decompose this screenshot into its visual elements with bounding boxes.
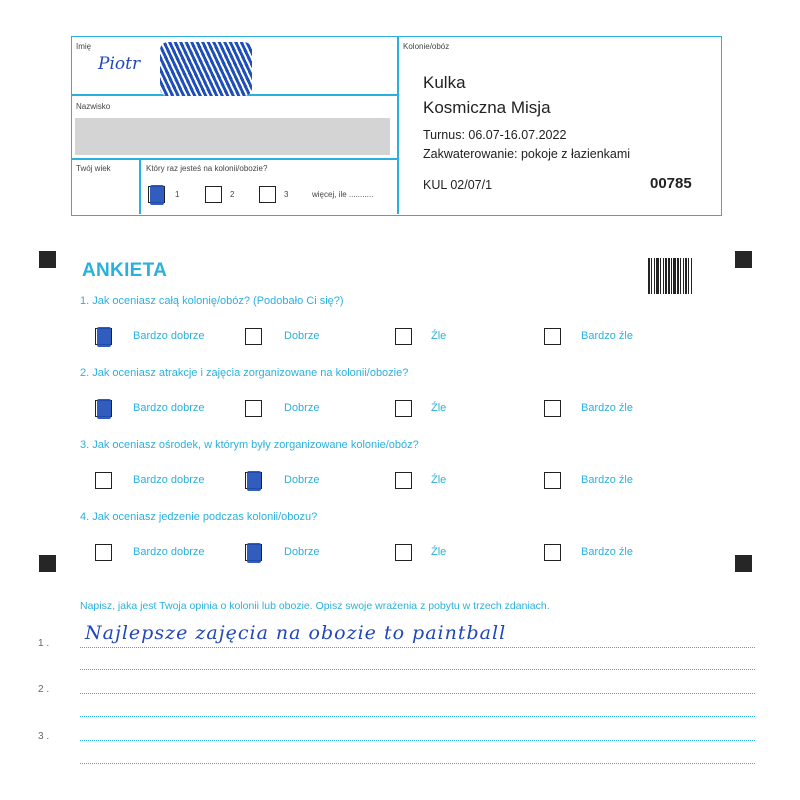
question-3-option-4-checkbox[interactable] [544, 472, 561, 489]
barcode-bar [673, 258, 676, 294]
question-1-option-1-label: Bardzo dobrze [133, 330, 205, 342]
question-2-option-4-label: Bardzo źle [581, 402, 633, 414]
question-2-option-1-label: Bardzo dobrze [133, 402, 205, 414]
opinion-instruction: Napisz, jaka jest Twoja opinia o kolonii lub obozie. Opisz swoje wrażenia z pobytu w trzech zdaniach. [80, 600, 550, 612]
barcode-bar [663, 258, 664, 294]
question-2-text: 2. Jak oceniasz atrakcje i zajęcia zorganizowane na kolonii/obozie? [80, 367, 409, 379]
surname-scribble [160, 42, 252, 96]
question-4-option-4-checkbox[interactable] [544, 544, 561, 561]
header-divider-2 [72, 158, 398, 160]
question-4-option-3-checkbox[interactable] [395, 544, 412, 561]
question-2-option-2-label: Dobrze [284, 402, 320, 414]
question-2-option-3-label: Źle [431, 402, 447, 414]
barcode-bar [688, 258, 689, 294]
question-3-option-4-label: Bardzo źle [581, 474, 633, 486]
times-option-2: 2 [230, 190, 235, 199]
question-1-option-1-checkbox[interactable] [95, 328, 112, 345]
times-checkbox-3[interactable] [259, 186, 276, 203]
answer-line-3b[interactable] [80, 763, 755, 764]
answer-line-3a[interactable] [80, 740, 755, 741]
barcode-bar [651, 258, 652, 294]
barcode-bar [668, 258, 670, 294]
times-label: Który raz jesteś na kolonii/obozie? [146, 164, 268, 173]
question-2-option-3-checkbox[interactable] [395, 400, 412, 417]
first-name-handwritten: Piotr [98, 54, 141, 74]
header-divider-age [139, 158, 141, 214]
turnus: Turnus: 06.07-16.07.2022 [423, 128, 567, 142]
barcode-bar [680, 258, 681, 294]
question-1-text: 1. Jak oceniasz całą kolonię/obóz? (Podobało Ci się?) [80, 295, 344, 307]
survey-title: ANKIETA [82, 260, 168, 281]
question-3-option-3-label: Źle [431, 474, 447, 486]
line-number-3: 3 . [38, 731, 50, 742]
registration-marker-br [735, 555, 752, 572]
question-3-option-2-label: Dobrze [284, 474, 320, 486]
question-4-option-1-label: Bardzo dobrze [133, 546, 205, 558]
question-3-option-1-label: Bardzo dobrze [133, 474, 205, 486]
barcode-bar [691, 258, 692, 294]
question-3-option-2-checkbox[interactable] [245, 472, 262, 489]
question-1-option-4-label: Bardzo źle [581, 330, 633, 342]
barcode-bar [660, 258, 661, 294]
question-2-option-1-checkbox[interactable] [95, 400, 112, 417]
answer-line-1-handwritten: Najlepsze zajęcia na obozie to paintball [85, 622, 507, 644]
first-name-label: Imię [76, 42, 92, 51]
registration-marker-bl [39, 555, 56, 572]
times-option-3: 3 [284, 190, 289, 199]
question-4-option-2-label: Dobrze [284, 546, 320, 558]
question-1-option-3-label: Źle [431, 330, 447, 342]
camp-name: Kulka [423, 73, 466, 92]
question-3-option-3-checkbox[interactable] [395, 472, 412, 489]
registration-marker-tr [735, 251, 752, 268]
question-1-option-3-checkbox[interactable] [395, 328, 412, 345]
camp-label: Kolonie/obóz [403, 42, 450, 51]
times-option-1: 1 [175, 190, 180, 199]
barcode-bar [685, 258, 687, 294]
question-1-option-4-checkbox[interactable] [544, 328, 561, 345]
times-option-more: więcej, ile ........... [312, 190, 374, 199]
times-checkbox-2[interactable] [205, 186, 222, 203]
line-number-1: 1 . [38, 638, 50, 649]
question-1-option-2-checkbox[interactable] [245, 328, 262, 345]
form-number: 00785 [650, 175, 692, 192]
barcode [648, 258, 704, 294]
question-2-option-2-checkbox[interactable] [245, 400, 262, 417]
last-name-redaction [75, 118, 390, 155]
camp-program: Kosmiczna Misja [423, 98, 551, 117]
question-4-option-2-checkbox[interactable] [245, 544, 262, 561]
barcode-bar [648, 258, 650, 294]
question-3-option-1-checkbox[interactable] [95, 472, 112, 489]
times-checkbox-1[interactable] [148, 186, 165, 203]
question-2-option-4-checkbox[interactable] [544, 400, 561, 417]
last-name-label: Nazwisko [76, 102, 111, 111]
question-1-option-2-label: Dobrze [284, 330, 320, 342]
barcode-bar [677, 258, 679, 294]
camp-code: KUL 02/07/1 [423, 178, 493, 192]
answer-line-2a[interactable] [80, 693, 755, 694]
header-divider-vertical [397, 37, 399, 214]
barcode-bar [656, 258, 659, 294]
age-label: Twój wiek [76, 164, 111, 173]
line-number-2: 2 . [38, 684, 50, 695]
question-4-option-4-label: Bardzo źle [581, 546, 633, 558]
registration-marker-tl [39, 251, 56, 268]
answer-line-1a[interactable] [80, 647, 755, 648]
question-3-text: 3. Jak oceniasz ośrodek, w którym były zorganizowane kolonie/obóz? [80, 439, 419, 451]
answer-line-2b[interactable] [80, 716, 755, 717]
question-4-text: 4. Jak oceniasz jedzenie podczas kolonii/obozu? [80, 511, 318, 523]
answer-line-1b[interactable] [80, 669, 755, 670]
question-4-option-3-label: Źle [431, 546, 447, 558]
barcode-bar [654, 258, 655, 294]
accommodation: Zakwaterowanie: pokoje z łazienkami [423, 147, 631, 161]
question-4-option-1-checkbox[interactable] [95, 544, 112, 561]
barcode-bar [671, 258, 672, 294]
barcode-bar [665, 258, 667, 294]
barcode-bar [683, 258, 684, 294]
